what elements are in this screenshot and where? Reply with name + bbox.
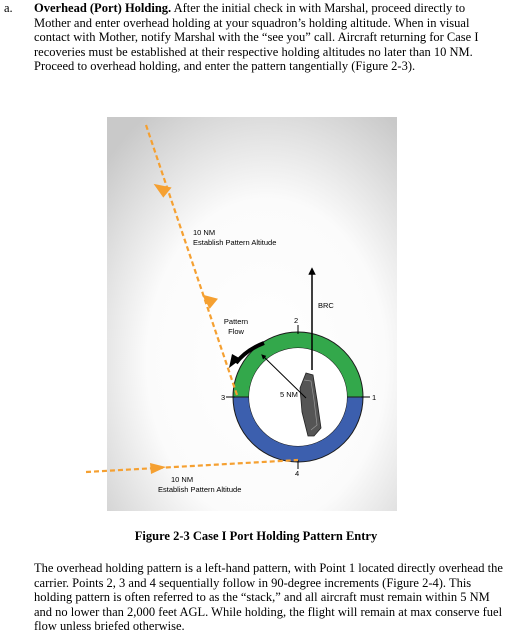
paragraph-b: The overhead holding pattern is a left-hand pattern, with Point 1 located directly overhead the carrier. Points 2, 3 and 4 sequentially follow in 90-degree increments (Figure 2-4). This holding pattern is often referred to as the “stack,” and all aircraft must remain within 5 NM and no lower than 2,000 feet AGL. While holding, the flight will remain at max conserve fuel flow unless briefed otherwise. — [34, 561, 503, 634]
top-altitude-label: Establish Pattern Altitude — [193, 238, 277, 247]
paragraph-a-body: After the initial check in with Marshal, proceed directly to Mother and enter overhead holding at your squadron’s holding altitude. When in visual contact with Mother, notify Marshal with the “see you” call. Aircraft returning for Case I recoveries must be established at their respective holding altitudes no later than 10 NM. Proceed to overhead holding, and enter the pattern tangentially (Figure 2-3). — [34, 1, 479, 74]
point-4-label: 4 — [295, 469, 300, 478]
pattern-label: Pattern — [223, 317, 249, 326]
list-marker: a. — [4, 1, 13, 15]
figure-caption: Figure 2-3 Case I Port Holding Pattern Entry — [134, 529, 378, 543]
top-distance-label: 10 NM — [193, 228, 216, 237]
figure-background — [107, 117, 397, 511]
point-1-label: 1 — [372, 393, 377, 402]
bottom-altitude-label: Establish Pattern Altitude — [158, 485, 242, 494]
flow-label: Flow — [228, 327, 244, 336]
point-2-label: 2 — [294, 316, 299, 325]
point-3-label: 3 — [221, 393, 226, 402]
radius-label: 5 NM — [280, 390, 298, 399]
paragraph-a-heading: Overhead (Port) Holding. — [34, 1, 172, 15]
brc-label: BRC — [318, 301, 334, 310]
ring-inner — [249, 348, 347, 446]
bottom-distance-label: 10 NM — [171, 475, 194, 484]
holding-ring — [233, 332, 363, 462]
